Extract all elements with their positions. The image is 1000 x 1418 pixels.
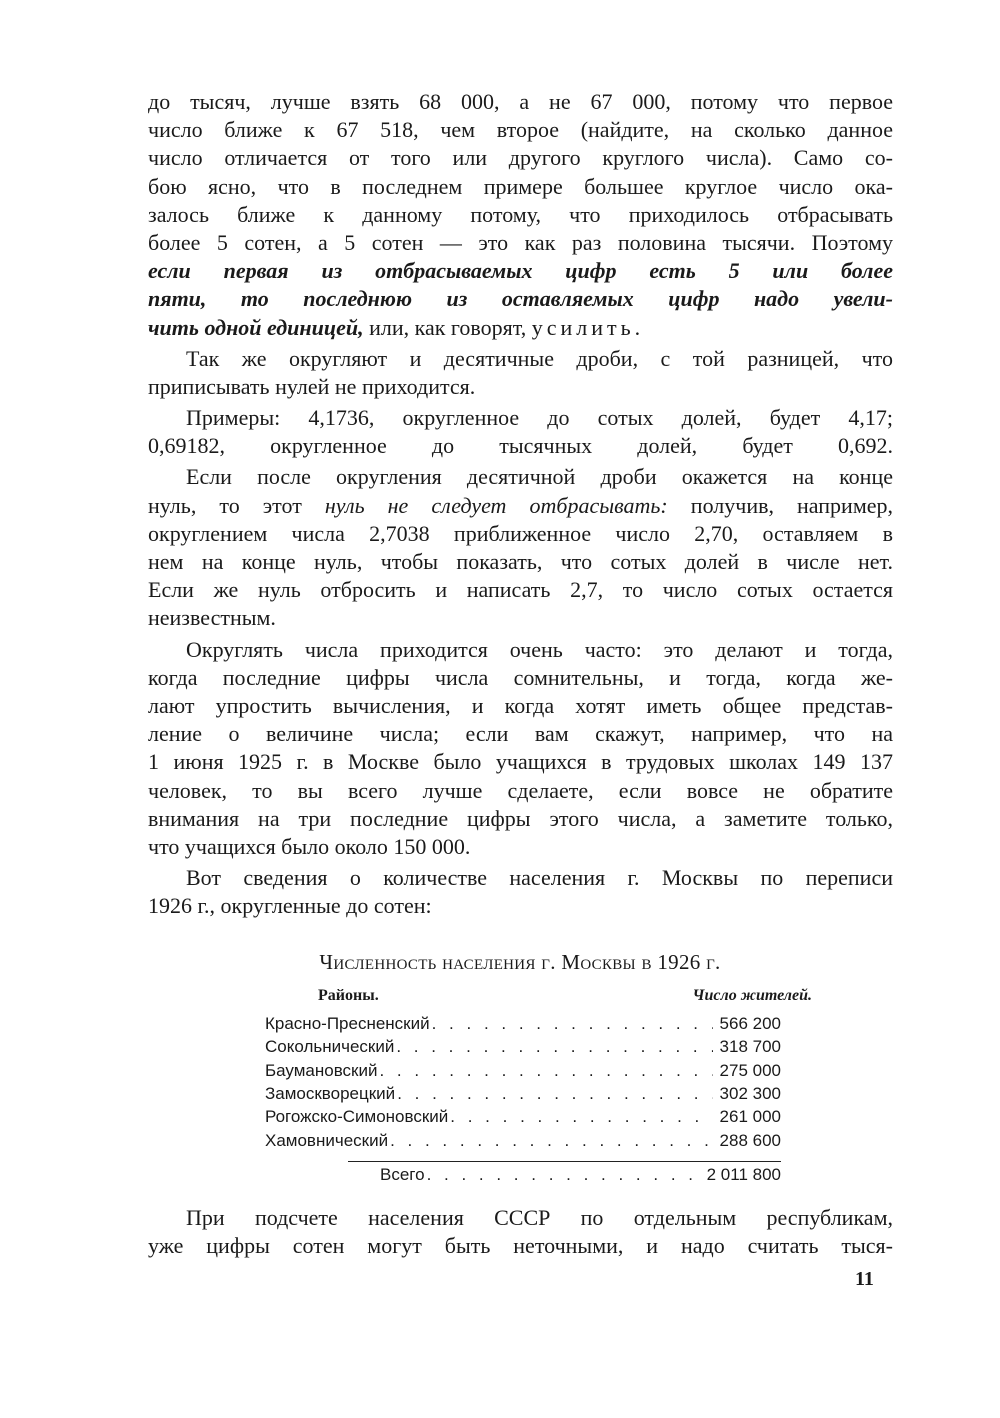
population-value: 302 300 xyxy=(719,1083,781,1103)
paragraph xyxy=(148,636,893,862)
leader-dots xyxy=(427,1165,701,1185)
emphasized-text: усилить xyxy=(531,314,635,340)
district-name: Рогожско-Симоновский xyxy=(265,1107,449,1127)
text-line xyxy=(148,520,893,548)
table-row xyxy=(265,1107,781,1130)
text-line xyxy=(148,692,893,720)
text-segment: внимания на три последние цифры этого числа, а заметите только, xyxy=(148,805,893,831)
text-segment: Если после округления десятичной дроби окажется на конце xyxy=(186,464,893,490)
paragraph xyxy=(148,864,893,920)
text-line xyxy=(148,88,893,116)
text-segment: или, как говорят, xyxy=(363,314,532,340)
text-line xyxy=(148,345,893,373)
text-segment: до тысяч, лучше взять 68 000, а не 67 000, потому что первое xyxy=(148,89,893,114)
text-line: При подсчете населения СССР по отдельным республикам, xyxy=(186,1205,893,1230)
text-line xyxy=(148,229,893,257)
text-segment: получив, например, xyxy=(667,492,894,518)
table-row xyxy=(265,1084,781,1107)
text-segment: неизвестным. xyxy=(148,605,276,631)
page-number: 11 xyxy=(855,1268,874,1290)
text-line xyxy=(148,833,893,861)
text-line xyxy=(148,144,893,172)
column-header-district: Районы. xyxy=(318,987,379,1004)
paragraph xyxy=(148,345,893,401)
district-name: Красно-Пресненский xyxy=(265,1014,430,1033)
text-segment: Если же нуль отбросить и написать 2,7, то число сотых остается xyxy=(148,577,893,603)
text-segment: Округлять числа приходится очень часто: это делают и тогда, xyxy=(186,636,893,662)
table-total-row xyxy=(380,1165,781,1188)
text-line xyxy=(148,257,893,285)
leader-dots xyxy=(379,1061,713,1081)
text-line xyxy=(148,314,893,342)
text-line xyxy=(148,548,893,576)
text-segment: 1 июня 1925 г. в Москве было учащихся в трудовых школах 149 137 xyxy=(148,749,893,775)
paragraph xyxy=(148,463,893,632)
population-value: 566 200 xyxy=(719,1014,781,1033)
text-segment: приписывать нулей не приходится. xyxy=(148,373,476,399)
leader-dots xyxy=(390,1131,713,1151)
text-segment: Так же округляют и десятичные дроби, с той разницей, что xyxy=(186,345,893,371)
text-segment: Примеры: 4,1736, округленное до сотых долей, будет 4,17; xyxy=(186,405,893,431)
table-row xyxy=(265,1037,781,1060)
district-name: Сокольнический xyxy=(265,1037,395,1057)
body-text xyxy=(148,88,893,920)
text-line xyxy=(148,463,893,491)
text-line xyxy=(148,777,893,805)
population-value: 318 700 xyxy=(719,1037,781,1057)
text-segment: нуль, то этот xyxy=(148,492,325,518)
text-line xyxy=(148,492,893,520)
text-segment: более 5 сотен, а 5 сотен — это как раз половина тысячи. Поэтому xyxy=(148,229,893,255)
text-line xyxy=(148,373,893,401)
table-row xyxy=(265,1131,781,1154)
text-line xyxy=(148,892,893,920)
population-value: 288 600 xyxy=(719,1130,781,1150)
text-segment: нем на конце нуль, чтобы показать, что сотых долей в числе нет. xyxy=(148,549,893,574)
text-line xyxy=(148,636,893,664)
leader-dots xyxy=(450,1107,713,1127)
text-segment: 1926 г., округленные до сотен: xyxy=(148,893,432,919)
text-line xyxy=(148,432,893,460)
continuation-paragraph xyxy=(148,1204,893,1260)
text-segment: . xyxy=(634,314,641,340)
text-line xyxy=(148,604,893,632)
text-line xyxy=(148,404,893,432)
text-line xyxy=(148,173,893,201)
text-line xyxy=(148,864,893,892)
paragraph xyxy=(148,404,893,460)
column-header-population: Число жителей. xyxy=(692,987,812,1004)
text-segment: число ближе к 67 518, чем второе (найдите, на сколько данное xyxy=(148,117,893,143)
text-line xyxy=(148,201,893,229)
leader-dots xyxy=(396,1037,713,1057)
emphasized-text: пяти, то последнюю из оставляемых цифр надо увели- xyxy=(148,286,893,312)
table-row xyxy=(265,1061,781,1084)
text-line xyxy=(148,116,893,144)
table-row xyxy=(265,1014,781,1037)
leader-dots xyxy=(397,1084,713,1104)
paragraph xyxy=(148,88,893,342)
text-segment: Вот сведения о количестве населения г. Москвы по переписи xyxy=(186,865,893,891)
text-segment: число отличается от того или другого круглого числа). Само со- xyxy=(148,145,893,171)
text-segment: залось ближе к данному потому, что приходилось отбрасывать xyxy=(148,201,893,227)
text-segment: лают упростить вычисления, и когда хотят иметь общее представ- xyxy=(148,692,893,718)
text-segment: 0,69182, округленное до тысячных долей, будет 0,692. xyxy=(148,433,893,459)
total-value: 2 011 800 xyxy=(706,1165,781,1184)
text-line: уже цифры сотен могут быть неточными, и надо считать тыся- xyxy=(148,1233,893,1259)
district-name: Баумановский xyxy=(265,1060,378,1080)
leader-dots xyxy=(432,1014,713,1034)
emphasized-text: чить одной единицей, xyxy=(148,314,364,340)
district-name: Хамовнический xyxy=(265,1130,389,1150)
total-label: Всего xyxy=(380,1165,425,1184)
text-line xyxy=(148,805,893,833)
text-line xyxy=(148,748,893,776)
text-segment: что учащихся было около 150 000. xyxy=(148,833,471,859)
text-line xyxy=(148,664,893,692)
text-line xyxy=(148,576,893,604)
emphasized-text: если первая из отбрасываемых цифр есть 5 или более xyxy=(148,258,893,284)
text-segment: человек, то вы всего лучше сделаете, если вовсе не обратите xyxy=(148,777,893,803)
text-segment: ление о величине числа; если вам скажут, например, что на xyxy=(148,721,893,747)
district-name: Замоскворецкий xyxy=(265,1083,396,1103)
text-segment: бою ясно, что в последнем примере большее круглое число ока- xyxy=(148,173,893,199)
text-line xyxy=(148,720,893,748)
table-title: Численность населения г. Москвы в 1926 г. xyxy=(319,950,721,974)
text-segment: округлением числа 2,7038 приближенное число 2,70, оставляем в xyxy=(148,520,893,546)
total-rule xyxy=(348,1161,781,1162)
emphasized-text: нуль не следует отбрасывать: xyxy=(324,492,668,518)
text-segment: когда последние цифры числа сомнительны, и тогда, когда же- xyxy=(148,664,893,690)
text-line xyxy=(148,285,893,313)
population-value: 261 000 xyxy=(719,1107,781,1127)
population-value: 275 000 xyxy=(719,1060,781,1080)
